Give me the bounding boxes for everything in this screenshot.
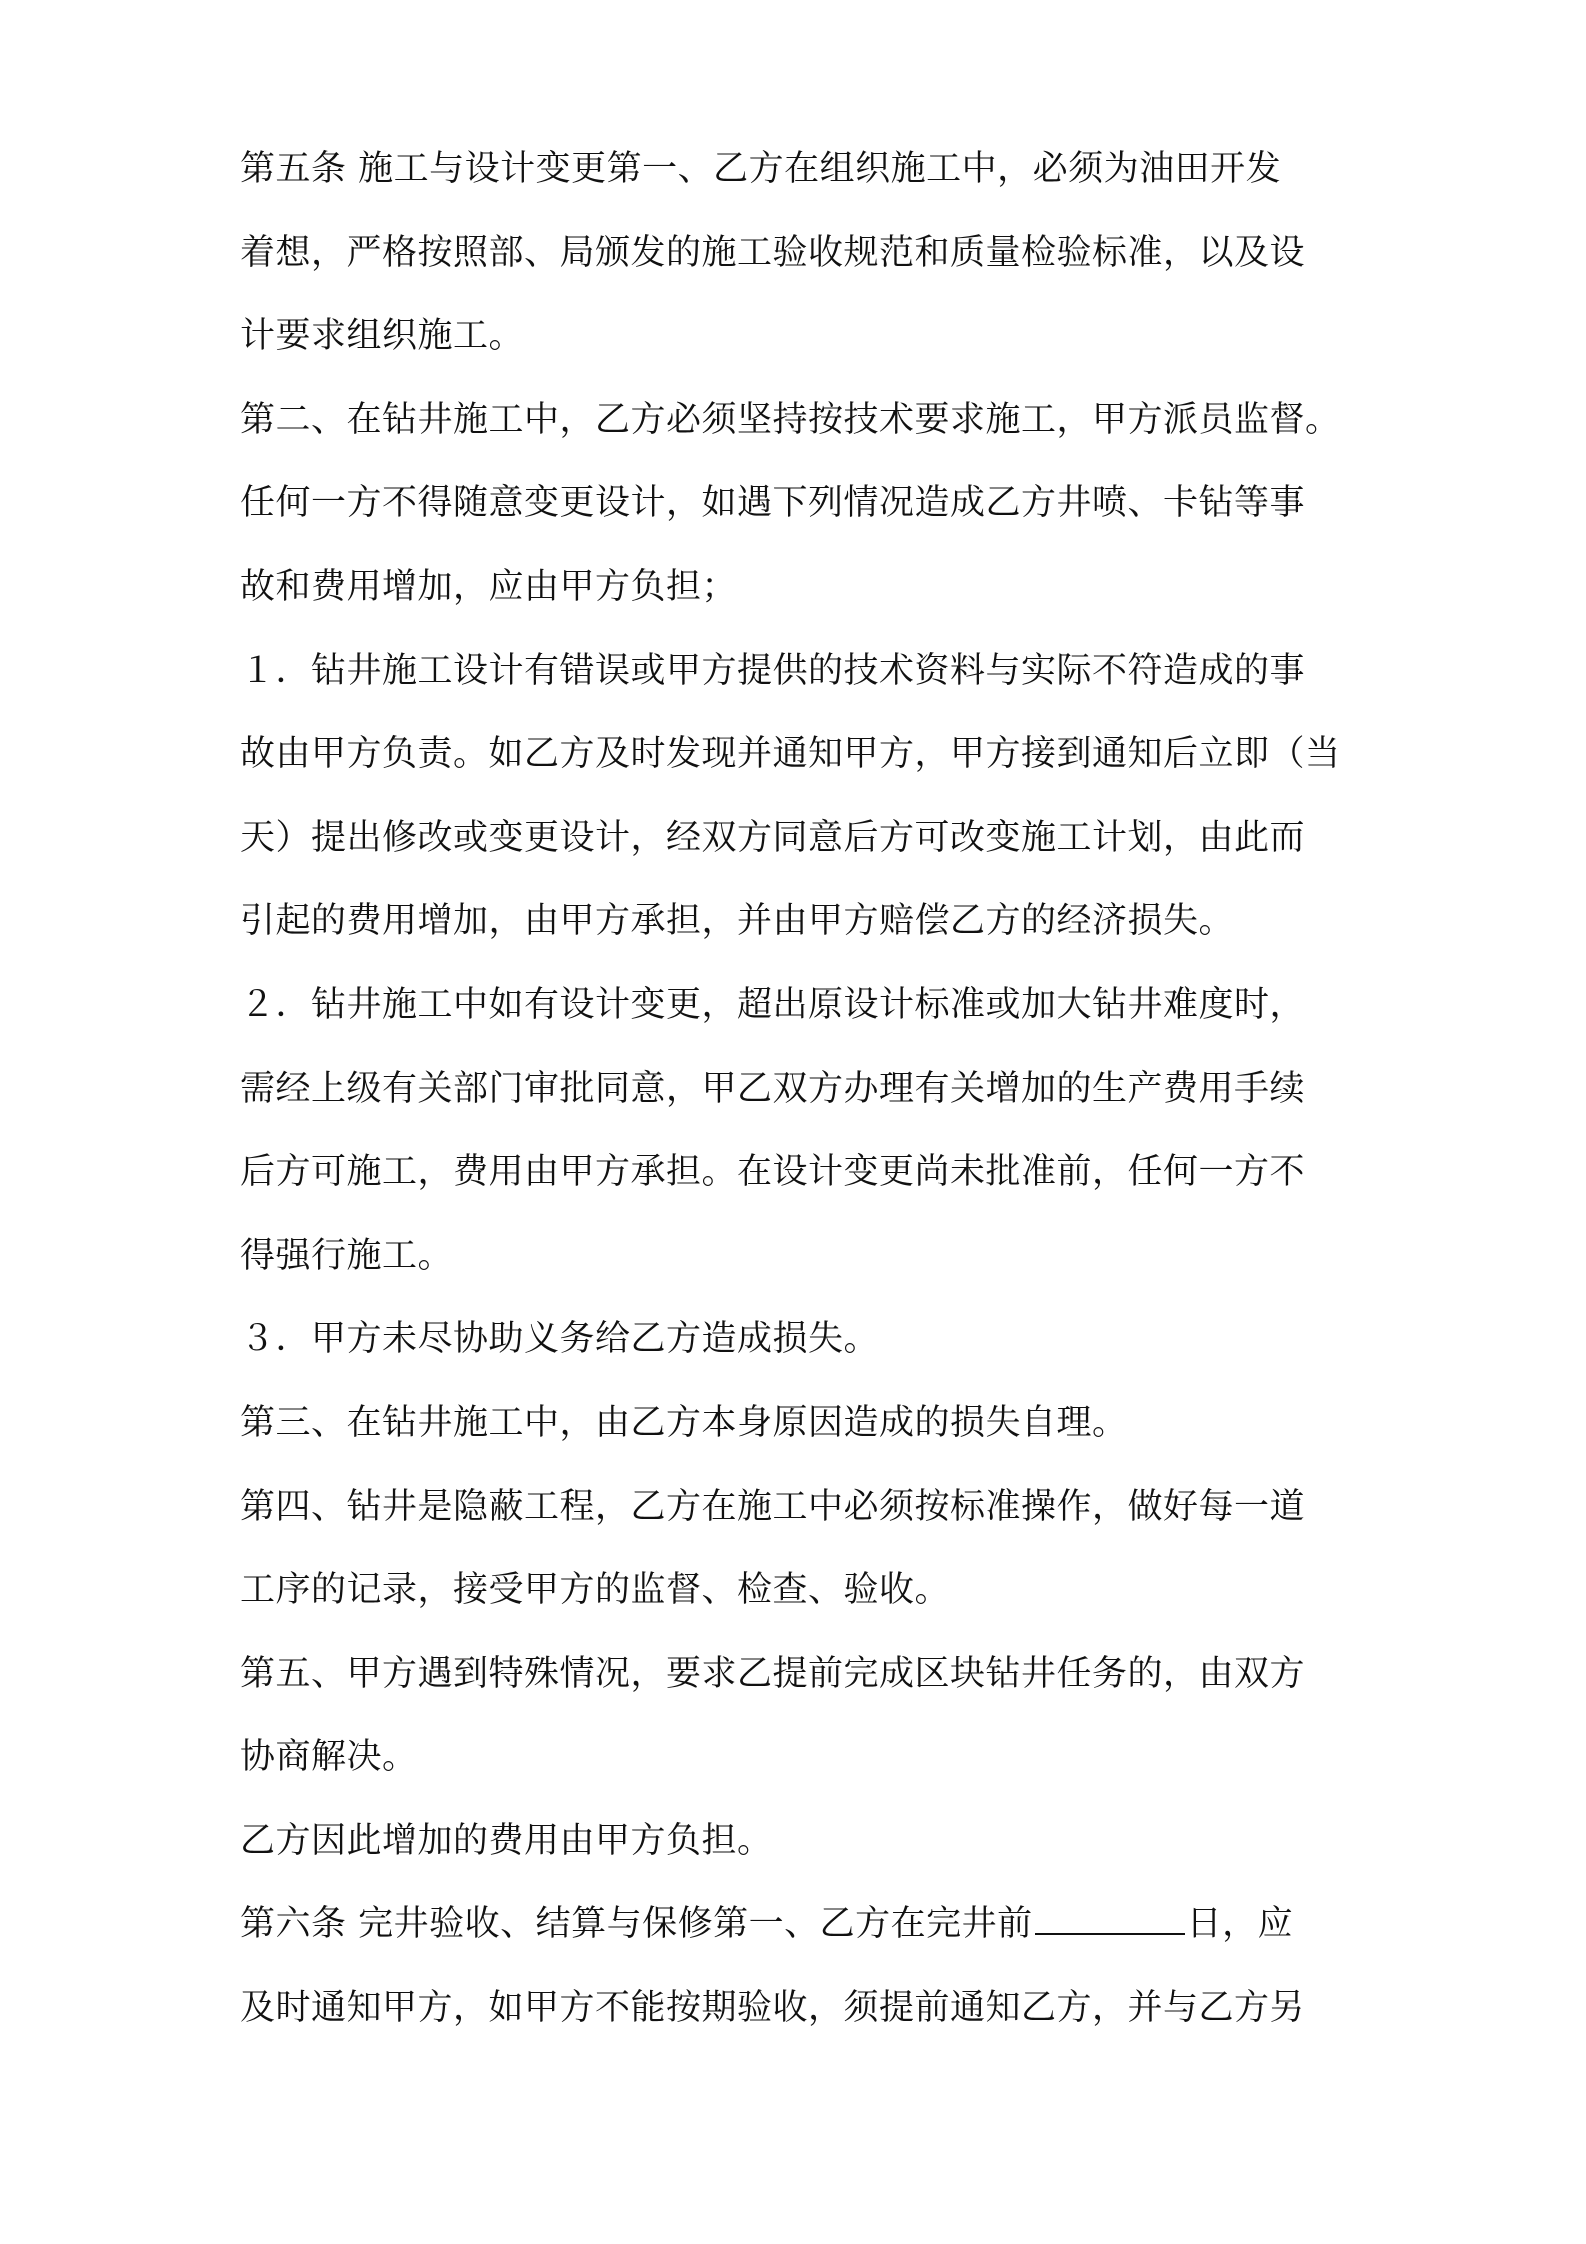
text-line: ２．钻井施工中如有设计变更，超出原设计标准或加大钻井难度时， [240, 984, 1306, 1025]
text-line: 得强行施工。 [240, 1235, 454, 1276]
text-line: 着想，严格按照部、局颁发的施工验收规范和质量检验标准，以及设 [240, 232, 1306, 273]
text-line: 天）提出修改或变更设计，经双方同意后方可改变施工计划，由此而 [240, 817, 1306, 858]
text-line: 计要求组织施工。 [240, 316, 525, 357]
text-line: １．钻井施工设计有错误或甲方提供的技术资料与实际不符造成的事 [240, 650, 1306, 691]
text-line: 第三、在钻井施工中，由乙方本身原因造成的损失自理。 [240, 1402, 1128, 1443]
text-line: ３．甲方未尽协助义务给乙方造成损失。 [240, 1319, 880, 1360]
text-line: 工序的记录，接受甲方的监督、检查、验收。 [240, 1570, 951, 1611]
text-line: 后方可施工，费用由甲方承担。在设计变更尚未批准前，任何一方不 [240, 1152, 1306, 1193]
contract-text [240, 128, 1355, 2051]
text-line-with-blank [240, 1883, 1355, 1967]
text-line: 协商解决。 [240, 1737, 418, 1778]
text-line: 及时通知甲方，如甲方不能按期验收，须提前通知乙方，并与乙方另 [240, 1988, 1306, 2029]
text-line: 需经上级有关部门审批同意，甲乙双方办理有关增加的生产费用手续 [240, 1068, 1306, 1109]
text-line: 第四、钻井是隐蔽工程，乙方在施工中必须按标准操作，做好每一道 [240, 1486, 1306, 1527]
text-before-blank: 第六条 完井验收、结算与保修第一、乙方在完井前 [240, 1904, 1033, 1945]
text-line: 乙方因此增加的费用由甲方负担。 [240, 1820, 773, 1861]
text-line: 故由甲方负责。如乙方及时发现并通知甲方，甲方接到通知后立即（当 [240, 734, 1341, 775]
text-after-blank: 日，应 [1186, 1904, 1294, 1945]
fill-in-blank [1035, 1903, 1185, 1935]
text-line: 第二、在钻井施工中，乙方必须坚持按技术要求施工，甲方派员监督。 [240, 399, 1341, 440]
text-line: 引起的费用增加，由甲方承担，并由甲方赔偿乙方的经济损失。 [240, 901, 1235, 942]
text-line: 第五条 施工与设计变更第一、乙方在组织施工中，必须为油田开发 [240, 149, 1282, 189]
text-line: 第五、甲方遇到特殊情况，要求乙提前完成区块钻井任务的，由双方 [240, 1653, 1306, 1694]
text-line: 任何一方不得随意变更设计，如遇下列情况造成乙方井喷、卡钻等事 [240, 483, 1306, 524]
text-line: 故和费用增加，应由甲方负担； [240, 566, 738, 607]
